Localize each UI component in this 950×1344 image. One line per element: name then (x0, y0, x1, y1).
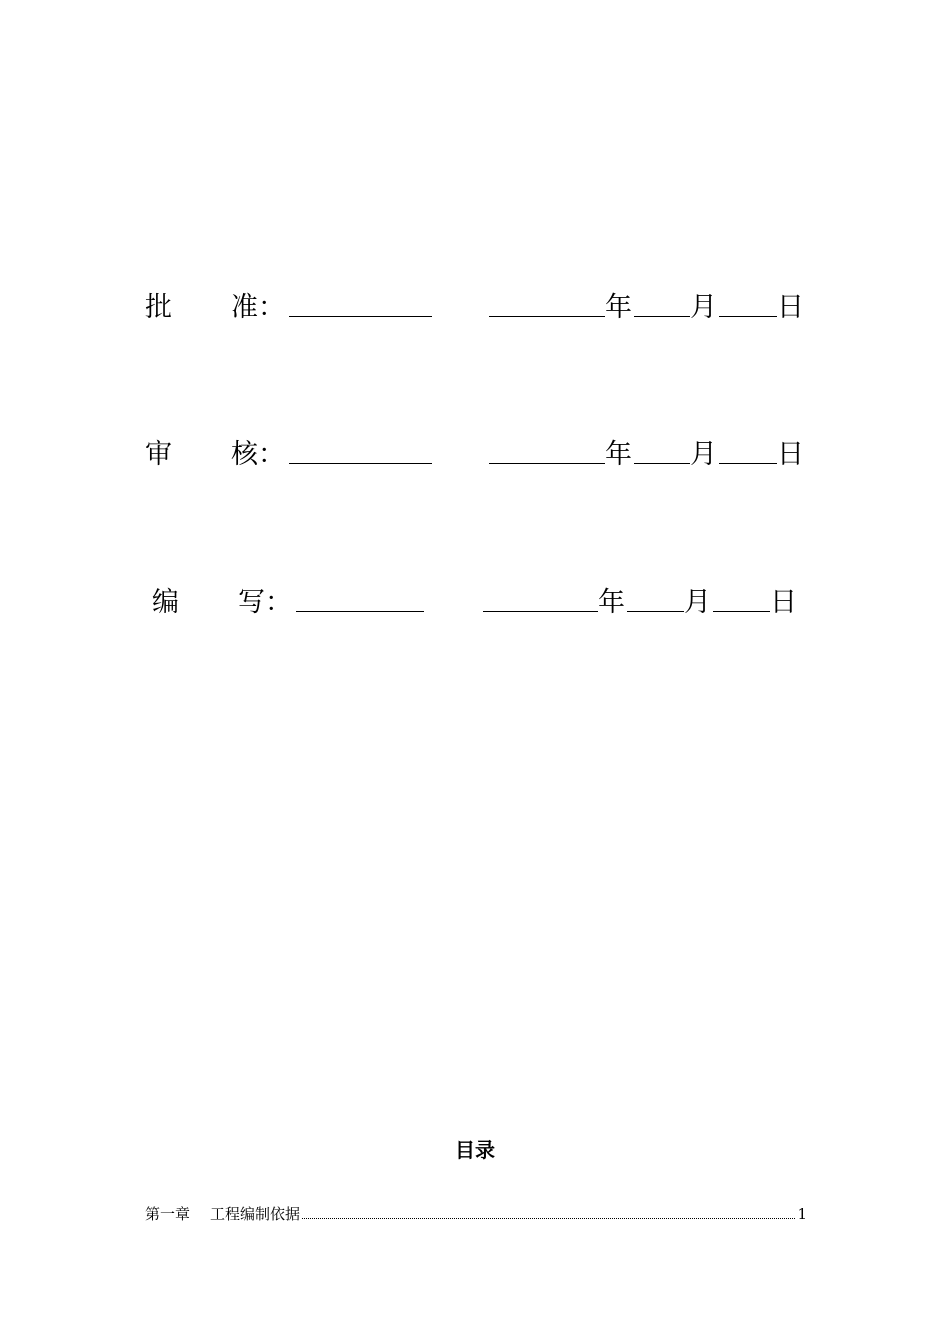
signoff-colon: ： (258, 439, 285, 470)
year-unit: 年 (605, 439, 632, 470)
year-unit: 年 (598, 587, 625, 618)
toc-leader-dots (302, 1218, 795, 1219)
year-blank[interactable] (483, 583, 598, 624)
toc-chapter-title: 工程编制依据 (210, 1205, 301, 1223)
signature-blank[interactable] (289, 435, 432, 476)
signature-blank[interactable] (296, 583, 424, 624)
month-unit: 月 (690, 292, 717, 323)
month-unit: 月 (690, 439, 717, 470)
toc-chapter-number: 第一章 (145, 1205, 191, 1223)
toc-title: 目录 (455, 1138, 495, 1162)
toc-entry[interactable] (145, 1202, 807, 1226)
toc-page-number: 1 (797, 1205, 807, 1223)
signoff-write-row (0, 583, 950, 623)
month-unit: 月 (684, 587, 711, 618)
day-unit: 日 (777, 439, 804, 470)
day-blank[interactable] (719, 288, 777, 329)
signoff-label-char1: 批 (145, 292, 172, 323)
year-blank[interactable] (489, 435, 605, 476)
signature-blank[interactable] (289, 288, 432, 329)
day-unit: 日 (777, 292, 804, 323)
month-blank[interactable] (627, 583, 684, 624)
signoff-colon: ： (265, 587, 292, 618)
signoff-label-char1: 审 (145, 439, 172, 470)
year-unit: 年 (605, 292, 632, 323)
year-blank[interactable] (489, 288, 605, 329)
signoff-label-char2: 核 (231, 439, 258, 470)
month-blank[interactable] (634, 288, 690, 329)
signoff-approve-row (0, 288, 950, 328)
month-blank[interactable] (634, 435, 690, 476)
signoff-label-char1: 编 (152, 587, 179, 618)
signoff-review-row (0, 435, 950, 475)
day-blank[interactable] (719, 435, 777, 476)
signoff-colon: ： (258, 292, 285, 323)
signoff-label-char2: 写 (238, 587, 265, 618)
day-blank[interactable] (713, 583, 770, 624)
signoff-label-char2: 准 (231, 292, 258, 323)
day-unit: 日 (770, 587, 797, 618)
